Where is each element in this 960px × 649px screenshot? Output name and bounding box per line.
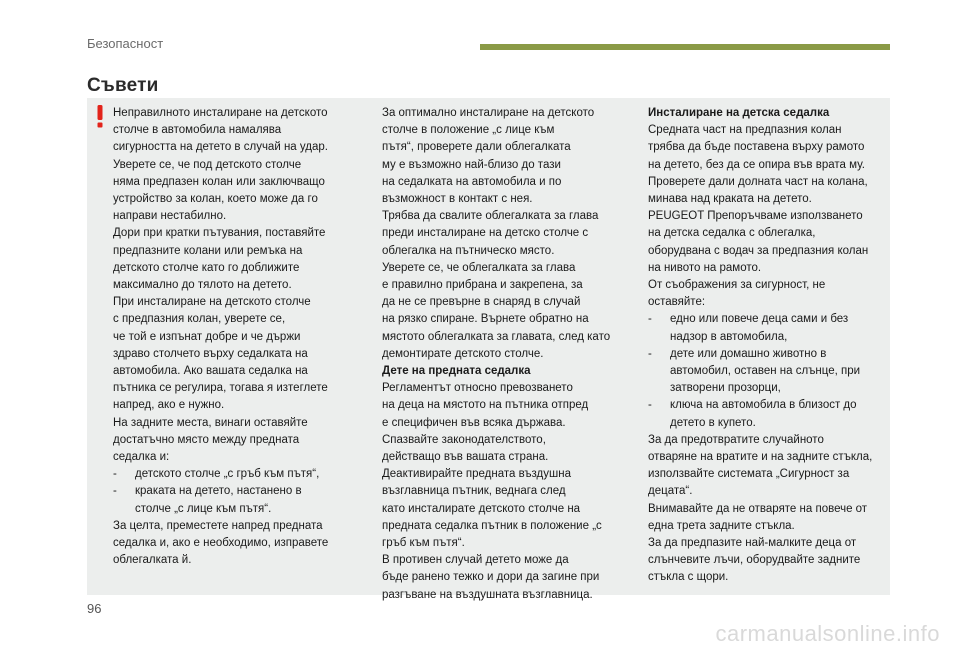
list-dash: - xyxy=(113,468,117,481)
paragraph: Уверете се, че под детското столче няма предпазен колан или заключващо устройство за колан, което може да го направи нестабилно. xyxy=(113,158,325,223)
page-number: 96 xyxy=(87,601,102,616)
paragraph: За да предпазите най-малките деца от слънчевите лъчи, оборудвайте задните стъкла с щори. xyxy=(648,537,861,584)
list-dash: - xyxy=(648,347,652,360)
paragraph: Неправилното инсталиране на детското столче в автомобила намалява сигурността на детето в случай на удар. xyxy=(113,107,328,154)
paragraph: Проверете дали долната част на колана, минава над краката на детето. xyxy=(648,175,868,206)
paragraph: За оптимално инсталиране на детското столче в положение „с лице към пътя“, проверете дали облегалката му е възможно най-близо до тази на седалката на автомобила и по възможност в контакт с нея. xyxy=(382,107,595,206)
list-item-text: едно или повече деца сами и без надзор в автомобила, xyxy=(670,313,849,343)
page-title: Съвети xyxy=(87,75,159,96)
list-item xyxy=(113,483,353,517)
paragraph: Деактивирайте предната въздушна възглавница пътник, веднага след като инсталирате детското столче на предната седалка пътник в положение „с гръб към пътя“. xyxy=(382,468,602,550)
section-title: Безопасност xyxy=(87,36,164,51)
exclamation-icon xyxy=(93,104,107,128)
paragraph: За да предотвратите случайното отваряне на вратите и на задните стъкла, използвайте системата „Сигурност за децата“. xyxy=(648,433,873,498)
paragraph: На задните места, винаги оставяйте достатъчно място между предната седалка и: xyxy=(113,416,308,464)
list-item xyxy=(648,346,888,398)
paragraph: Дори при кратки пътувания, поставяйте предпазните колани или ремъка на детското столче като го доближите максимално до тялото на детето. xyxy=(113,227,326,292)
column-2 xyxy=(382,105,622,604)
paragraph: Регламентът относно превозването на деца на мястото на пътника отпред е специфичен във всяка държава. Спазвайте законодателството, действащо във вашата страна. xyxy=(382,382,589,464)
paragraph: От съображения за сигурност, не оставяйте: xyxy=(648,279,826,309)
paragraph: При инсталиране на детското столче с предпазния колан, уверете се, че той е изпънат добре и че държи здраво столчето върху седалката на автомобила. Ако вашата седалка на пътника се регулира, тогава я изтеглете напред, ако е нужно. xyxy=(113,296,328,412)
list-dash: - xyxy=(113,485,117,498)
watermark: carmanualsonline.info xyxy=(715,621,940,646)
paragraph: Уверете се, че облегалката за глава е правилно прибрана и закрепена, за да не се превърне в снаряд в случай на рязко спиране. Върнете обратно на мястото облегалката за главата, след като демонтирате детското столче. xyxy=(382,261,611,360)
list-item xyxy=(648,397,888,431)
paragraph: Внимавайте да не отваряте на повече от една трета задните стъкла. xyxy=(648,502,868,532)
paragraph: Средната част на предпазния колан трябва да бъде поставена върху рамото на детето, без да се опира във врата му. xyxy=(648,124,865,171)
list-dash: - xyxy=(648,313,652,326)
column-3 xyxy=(648,105,888,587)
paragraph: В противен случай детето може да бъде ранено тежко и дори да загине при разгъване на въздушната възглавница. xyxy=(382,554,600,601)
subheading: Инсталиране на детска седалка xyxy=(648,107,830,119)
column-1 xyxy=(113,105,353,569)
list-item-text: дете или домашно животно в автомобил, оставен на слънце, при затворени прозорци, xyxy=(670,347,861,395)
paragraph: За целта, преместете напред предната седалка и, ако е необходимо, изправете облегалката й. xyxy=(113,519,329,567)
paragraph: PEUGEOT Препоръчваме използването на детска седалка с облегалка, оборудвана с водач за предпазния колан на нивото на рамото. xyxy=(648,210,869,274)
list-item-text: детското столче „с гръб към пътя“, xyxy=(135,468,320,481)
list-item-text: ключа на автомобила в близост до детето в купето. xyxy=(670,399,857,429)
list-item xyxy=(648,311,888,345)
list-dash: - xyxy=(648,399,652,412)
header-accent-bar xyxy=(480,44,890,50)
subheading: Дете на предната седалка xyxy=(382,365,531,378)
list-item xyxy=(113,466,353,483)
paragraph: Трябва да свалите облегалката за глава преди инсталиране на детско столче с облегалка на пътническо място. xyxy=(382,210,599,257)
list-item-text: краката на детето, настанено в столче „с лице към пътя“. xyxy=(135,485,302,515)
